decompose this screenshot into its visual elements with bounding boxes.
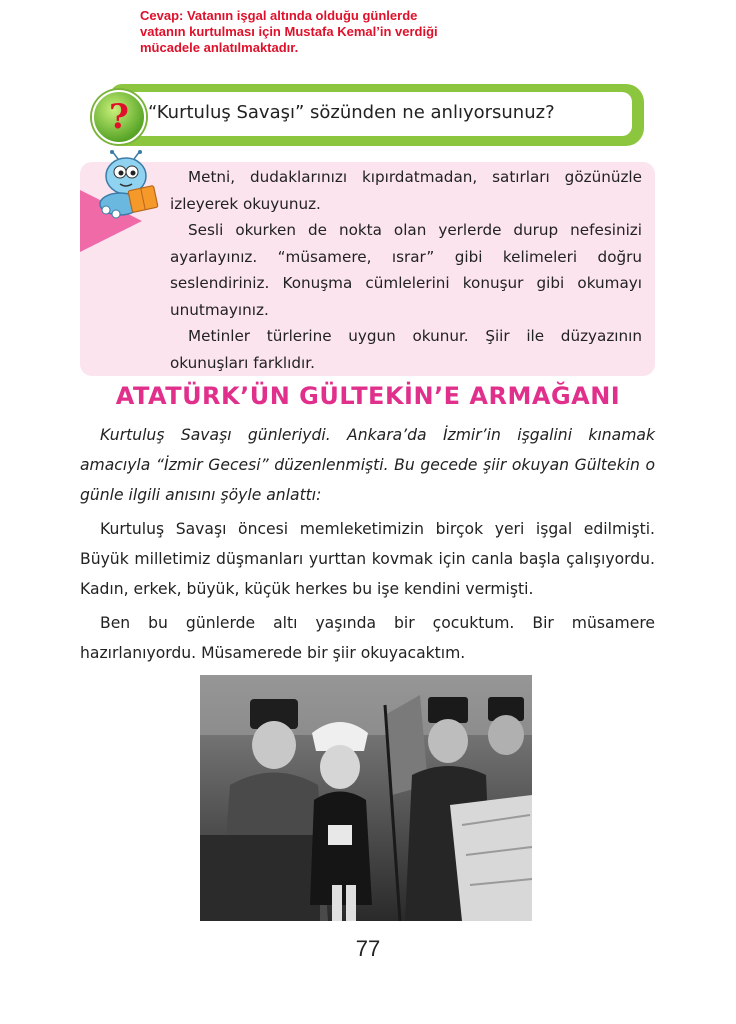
reading-bug-icon bbox=[92, 150, 162, 220]
historical-photo bbox=[200, 675, 532, 921]
answer-line: Cevap: Vatanın işgal altında olduğu günlerde bbox=[140, 8, 418, 23]
question-mark-icon: ? bbox=[92, 90, 146, 144]
story-paragraph: Ben bu günlerde altı yaşında bir çocuktum. Bir müsamere hazırlanıyordu. Müsamerede bir şiir okuyacaktım. bbox=[80, 614, 655, 662]
question-bar bbox=[92, 84, 644, 146]
reading-tip: Metinler türlerine uygun okunur. Şiir ile düzyazının okunuşları farklıdır. bbox=[170, 327, 642, 372]
answer-line: vatanın kurtulması için Mustafa Kemal’in verdiği bbox=[140, 24, 438, 39]
question-text: “Kurtuluş Savaşı” sözünden ne anlıyorsunuz? bbox=[148, 102, 555, 123]
page-number: 77 bbox=[355, 936, 381, 961]
story-paragraph: Kurtuluş Savaşı günleriydi. Ankara’da İzmir’in işgalini kınamak amacıyla “İzmir Gecesi” düzenlenmişti. Bu gecede şiir okuyan Gültekin o günle ilgili anısını şöyle anlattı: bbox=[80, 426, 655, 504]
answer-line: mücadele anlatılmaktadır. bbox=[140, 40, 299, 55]
story-title: ATATÜRK’ÜN GÜLTEKİN’E ARMAĞANI bbox=[115, 382, 621, 410]
answer-note bbox=[140, 8, 560, 56]
reading-tip: Metni, dudaklarınızı kıpırdatmadan, satırları gözünüzle izleyerek okuyunuz. bbox=[170, 168, 642, 213]
story-paragraph: Kurtuluş Savaşı öncesi memleketimizin birçok yeri işgal edilmişti. Büyük milletimiz düşmanları yurttan kovmak için canla başla çalışıyordu. Kadın, erkek, büyük, küçük herkes bu işe kendini vermişti. bbox=[80, 520, 655, 598]
reading-tips-text bbox=[170, 164, 642, 376]
story-body bbox=[80, 420, 655, 672]
reading-tip: Sesli okurken de nokta olan yerlerde durup nefesinizi ayarlayınız. “müsamere, ısrar” gibi kelimeleri doğru seslendiriniz. Konuşma cümlelerini konuşur gibi okumayı unutmayınız. bbox=[170, 221, 642, 319]
